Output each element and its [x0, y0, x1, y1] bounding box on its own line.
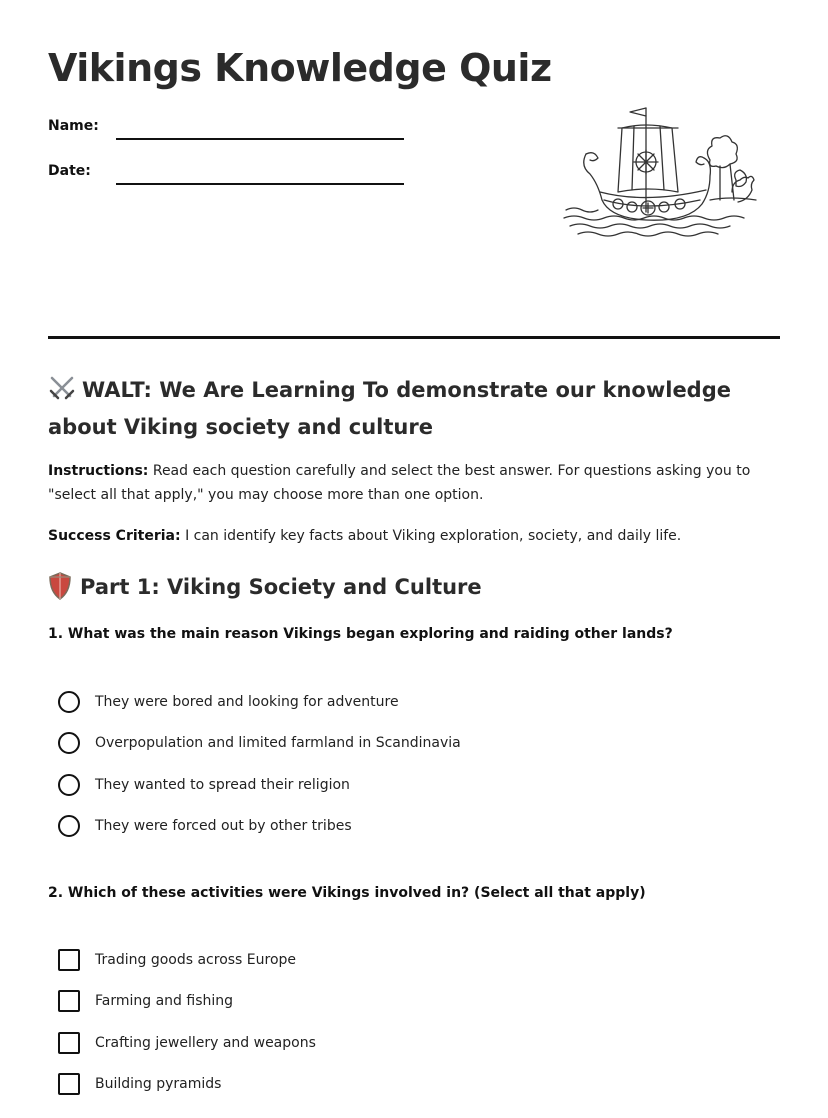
question-1-option-1[interactable]: [58, 690, 399, 714]
instructions: [48, 459, 778, 507]
radio-button[interactable]: [58, 691, 80, 713]
success-criteria-label: Success Criteria:: [48, 528, 181, 544]
option-label: Farming and fishing: [95, 993, 234, 1009]
checkbox[interactable]: [58, 949, 80, 971]
success-criteria-text: I can identify key facts about Viking exploration, society, and daily life.: [185, 528, 682, 544]
question-1: 1. What was the main reason Vikings began exploring and raiding other lands?: [48, 626, 673, 642]
question-2-option-4[interactable]: [58, 1072, 221, 1096]
date-label: Date:: [48, 163, 91, 179]
success-criteria: [48, 524, 778, 548]
checkbox[interactable]: [58, 1073, 80, 1095]
section-divider: [48, 336, 780, 339]
question-2-option-1[interactable]: [58, 948, 296, 972]
name-label: Name:: [48, 118, 99, 134]
option-label: They wanted to spread their religion: [95, 777, 350, 793]
option-label: Overpopulation and limited farmland in Scandinavia: [95, 735, 461, 751]
crossed-swords-icon: [48, 374, 76, 402]
option-label: Crafting jewellery and weapons: [95, 1035, 316, 1051]
option-label: Building pyramids: [95, 1076, 222, 1092]
instructions-label: Instructions:: [48, 463, 149, 479]
radio-button[interactable]: [58, 815, 80, 837]
checkbox[interactable]: [58, 990, 80, 1012]
radio-button[interactable]: [58, 774, 80, 796]
walt-heading: [48, 372, 778, 446]
option-label: Trading goods across Europe: [95, 952, 297, 968]
instructions-text: Read each question carefully and select the best answer. For questions asking you to "select all that apply," you may choose more than one option.: [48, 463, 751, 503]
walt-text: WALT: We Are Learning To demonstrate our knowledge about Viking society and culture: [48, 378, 731, 439]
option-label: They were forced out by other tribes: [95, 818, 352, 834]
viking-longship-illustration: [560, 100, 760, 242]
part-1-heading: [48, 572, 482, 600]
radio-button[interactable]: [58, 732, 80, 754]
part-1-title: Part 1: Viking Society and Culture: [80, 575, 482, 599]
option-label: They were bored and looking for adventure: [95, 694, 399, 710]
page-title: Vikings Knowledge Quiz: [48, 46, 552, 90]
question-1-option-2[interactable]: [58, 731, 461, 755]
checkbox[interactable]: [58, 1032, 80, 1054]
question-2: 2. Which of these activities were Vikings involved in? (Select all that apply): [48, 885, 646, 901]
name-field[interactable]: [116, 138, 404, 140]
shield-icon: [48, 572, 72, 600]
question-2-option-2[interactable]: [58, 989, 233, 1013]
date-field[interactable]: [116, 183, 404, 185]
question-1-option-4[interactable]: [58, 814, 352, 838]
question-2-option-3[interactable]: [58, 1031, 316, 1055]
question-1-option-3[interactable]: [58, 773, 350, 797]
